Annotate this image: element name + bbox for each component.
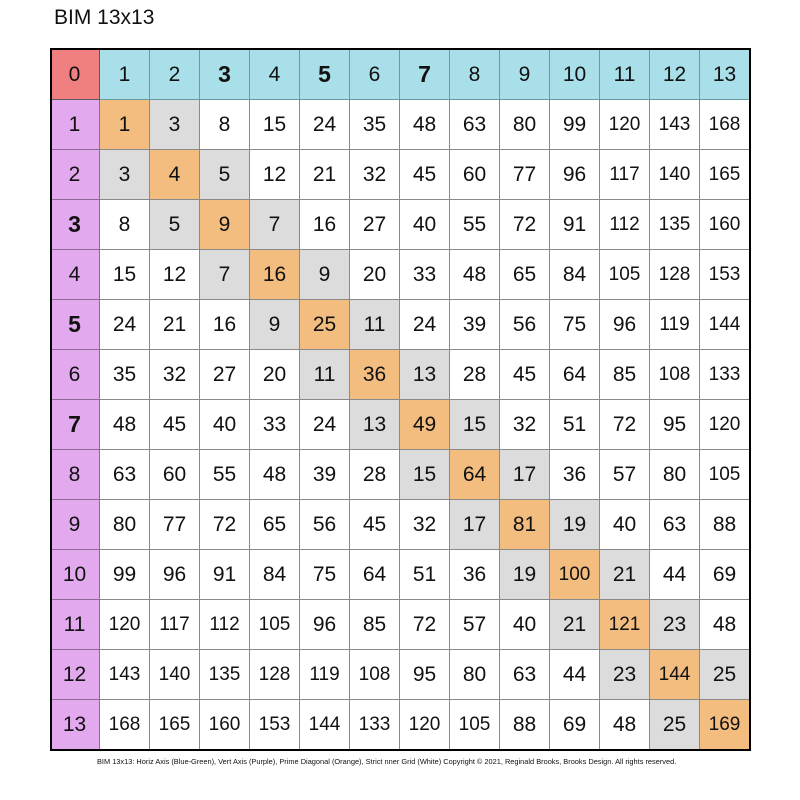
grid-cell: 63 bbox=[500, 650, 550, 700]
grid-cell: 65 bbox=[500, 250, 550, 300]
grid-cell: 72 bbox=[600, 400, 650, 450]
row-header: 13 bbox=[50, 700, 100, 750]
grid-cell: 20 bbox=[250, 350, 300, 400]
diagonal-cell: 169 bbox=[700, 700, 750, 750]
grid-cell: 24 bbox=[100, 300, 150, 350]
row-header: 8 bbox=[50, 450, 100, 500]
row-header: 4 bbox=[50, 250, 100, 300]
column-header: 3 bbox=[200, 50, 250, 100]
grid-cell: 144 bbox=[300, 700, 350, 750]
diagonal-cell: 4 bbox=[150, 150, 200, 200]
grid-cell: 19 bbox=[500, 550, 550, 600]
grid-cell: 95 bbox=[400, 650, 450, 700]
grid-cell: 28 bbox=[450, 350, 500, 400]
grid-cell: 24 bbox=[400, 300, 450, 350]
grid-cell: 135 bbox=[650, 200, 700, 250]
grid-cell: 105 bbox=[450, 700, 500, 750]
grid-cell: 48 bbox=[250, 450, 300, 500]
grid-cell: 64 bbox=[550, 350, 600, 400]
diagonal-cell: 16 bbox=[250, 250, 300, 300]
grid-cell: 105 bbox=[600, 250, 650, 300]
row-header: 10 bbox=[50, 550, 100, 600]
column-header: 5 bbox=[300, 50, 350, 100]
grid-cell: 21 bbox=[300, 150, 350, 200]
row-header: 2 bbox=[50, 150, 100, 200]
grid-cell: 135 bbox=[200, 650, 250, 700]
diagonal-cell: 49 bbox=[400, 400, 450, 450]
grid-cell: 11 bbox=[300, 350, 350, 400]
grid-cell: 12 bbox=[250, 150, 300, 200]
grid-cell: 117 bbox=[600, 150, 650, 200]
grid-cell: 133 bbox=[350, 700, 400, 750]
diagonal-cell: 81 bbox=[500, 500, 550, 550]
grid-cell: 80 bbox=[650, 450, 700, 500]
row-header: 1 bbox=[50, 100, 100, 150]
grid-cell: 99 bbox=[100, 550, 150, 600]
grid-cell: 16 bbox=[200, 300, 250, 350]
grid-cell: 69 bbox=[700, 550, 750, 600]
grid-cell: 105 bbox=[700, 450, 750, 500]
grid-cell: 99 bbox=[550, 100, 600, 150]
row-header: 3 bbox=[50, 200, 100, 250]
grid-cell: 64 bbox=[350, 550, 400, 600]
grid-cell: 91 bbox=[200, 550, 250, 600]
diagonal-cell: 1 bbox=[100, 100, 150, 150]
grid-cell: 165 bbox=[150, 700, 200, 750]
column-header: 11 bbox=[600, 50, 650, 100]
grid-cell: 51 bbox=[550, 400, 600, 450]
grid-cell: 7 bbox=[200, 250, 250, 300]
grid-cell: 13 bbox=[350, 400, 400, 450]
grid-cell: 63 bbox=[100, 450, 150, 500]
row-header: 6 bbox=[50, 350, 100, 400]
grid-cell: 7 bbox=[250, 200, 300, 250]
grid-cell: 140 bbox=[650, 150, 700, 200]
grid-cell: 23 bbox=[600, 650, 650, 700]
row-header: 7 bbox=[50, 400, 100, 450]
grid-cell: 24 bbox=[300, 400, 350, 450]
grid-cell: 36 bbox=[550, 450, 600, 500]
diagonal-cell: 36 bbox=[350, 350, 400, 400]
grid-cell: 105 bbox=[250, 600, 300, 650]
grid-cell: 9 bbox=[300, 250, 350, 300]
grid-cell: 3 bbox=[150, 100, 200, 150]
grid-cell: 9 bbox=[250, 300, 300, 350]
grid-cell: 112 bbox=[200, 600, 250, 650]
grid-cell: 56 bbox=[500, 300, 550, 350]
grid-cell: 35 bbox=[100, 350, 150, 400]
row-header: 11 bbox=[50, 600, 100, 650]
corner-cell: 0 bbox=[50, 50, 100, 100]
grid-cell: 28 bbox=[350, 450, 400, 500]
row-header: 5 bbox=[50, 300, 100, 350]
grid-cell: 160 bbox=[200, 700, 250, 750]
grid-cell: 8 bbox=[200, 100, 250, 150]
grid-cell: 80 bbox=[100, 500, 150, 550]
grid-cell: 140 bbox=[150, 650, 200, 700]
grid-cell: 112 bbox=[600, 200, 650, 250]
grid-cell: 13 bbox=[400, 350, 450, 400]
grid-cell: 77 bbox=[500, 150, 550, 200]
grid-cell: 16 bbox=[300, 200, 350, 250]
grid-cell: 72 bbox=[200, 500, 250, 550]
column-header: 1 bbox=[100, 50, 150, 100]
grid-cell: 8 bbox=[100, 200, 150, 250]
grid-cell: 72 bbox=[400, 600, 450, 650]
grid-cell: 15 bbox=[400, 450, 450, 500]
column-header: 13 bbox=[700, 50, 750, 100]
grid-cell: 25 bbox=[650, 700, 700, 750]
grid-frame bbox=[50, 48, 751, 751]
grid-cell: 3 bbox=[100, 150, 150, 200]
grid-cell: 75 bbox=[300, 550, 350, 600]
grid-cell: 40 bbox=[500, 600, 550, 650]
grid-cell: 33 bbox=[400, 250, 450, 300]
grid-cell: 128 bbox=[250, 650, 300, 700]
grid-cell: 65 bbox=[250, 500, 300, 550]
grid-cell: 96 bbox=[150, 550, 200, 600]
grid-cell: 60 bbox=[450, 150, 500, 200]
row-header: 12 bbox=[50, 650, 100, 700]
grid-cell: 55 bbox=[450, 200, 500, 250]
grid-cell: 15 bbox=[100, 250, 150, 300]
column-header: 2 bbox=[150, 50, 200, 100]
grid-cell: 63 bbox=[650, 500, 700, 550]
column-header: 4 bbox=[250, 50, 300, 100]
grid-cell: 20 bbox=[350, 250, 400, 300]
grid-cell: 17 bbox=[500, 450, 550, 500]
grid-cell: 77 bbox=[150, 500, 200, 550]
grid-cell: 96 bbox=[600, 300, 650, 350]
grid-cell: 56 bbox=[300, 500, 350, 550]
grid-cell: 23 bbox=[650, 600, 700, 650]
grid-cell: 60 bbox=[150, 450, 200, 500]
grid-cell: 120 bbox=[400, 700, 450, 750]
grid-cell: 32 bbox=[400, 500, 450, 550]
grid-cell: 119 bbox=[300, 650, 350, 700]
grid-cell: 27 bbox=[200, 350, 250, 400]
grid-cell: 95 bbox=[650, 400, 700, 450]
grid-cell: 69 bbox=[550, 700, 600, 750]
grid-cell: 85 bbox=[600, 350, 650, 400]
grid-cell: 11 bbox=[350, 300, 400, 350]
grid-cell: 165 bbox=[700, 150, 750, 200]
grid-cell: 21 bbox=[600, 550, 650, 600]
grid-cell: 153 bbox=[700, 250, 750, 300]
grid-cell: 168 bbox=[100, 700, 150, 750]
grid-cell: 15 bbox=[450, 400, 500, 450]
grid-cell: 84 bbox=[250, 550, 300, 600]
diagonal-cell: 100 bbox=[550, 550, 600, 600]
grid-cell: 96 bbox=[550, 150, 600, 200]
grid-cell: 17 bbox=[450, 500, 500, 550]
grid-cell: 44 bbox=[550, 650, 600, 700]
diagonal-cell: 144 bbox=[650, 650, 700, 700]
grid-cell: 21 bbox=[550, 600, 600, 650]
grid-cell: 15 bbox=[250, 100, 300, 150]
column-header: 7 bbox=[400, 50, 450, 100]
footer-caption: BIM 13x13: Horiz Axis (Blue-Green), Vert Axis (Purple), Prime Diagonal (Orange), Strict nner Grid (White) Copyright © 2021, Reginald Brooks, Brooks Design. All rights reserved. bbox=[97, 757, 677, 766]
diagonal-cell: 25 bbox=[300, 300, 350, 350]
grid-cell: 88 bbox=[500, 700, 550, 750]
grid-cell: 120 bbox=[100, 600, 150, 650]
grid-cell: 51 bbox=[400, 550, 450, 600]
grid-cell: 117 bbox=[150, 600, 200, 650]
column-header: 6 bbox=[350, 50, 400, 100]
grid-cell: 33 bbox=[250, 400, 300, 450]
column-header: 12 bbox=[650, 50, 700, 100]
grid-cell: 32 bbox=[150, 350, 200, 400]
page-title: BIM 13x13 bbox=[54, 6, 155, 29]
grid-cell: 45 bbox=[350, 500, 400, 550]
grid-cell: 48 bbox=[100, 400, 150, 450]
grid-cell: 25 bbox=[700, 650, 750, 700]
grid-cell: 143 bbox=[650, 100, 700, 150]
grid-cell: 143 bbox=[100, 650, 150, 700]
column-header: 10 bbox=[550, 50, 600, 100]
grid-cell: 40 bbox=[400, 200, 450, 250]
grid-cell: 45 bbox=[400, 150, 450, 200]
grid-cell: 119 bbox=[650, 300, 700, 350]
grid-cell: 88 bbox=[700, 500, 750, 550]
grid-cell: 5 bbox=[200, 150, 250, 200]
grid-cell: 120 bbox=[700, 400, 750, 450]
grid-cell: 32 bbox=[500, 400, 550, 450]
grid-cell: 45 bbox=[500, 350, 550, 400]
grid-cell: 75 bbox=[550, 300, 600, 350]
grid-cell: 35 bbox=[350, 100, 400, 150]
grid-cell: 168 bbox=[700, 100, 750, 150]
grid-cell: 108 bbox=[650, 350, 700, 400]
grid-cell: 5 bbox=[150, 200, 200, 250]
grid-cell: 63 bbox=[450, 100, 500, 150]
grid-cell: 39 bbox=[300, 450, 350, 500]
grid-cell: 80 bbox=[450, 650, 500, 700]
grid-cell: 80 bbox=[500, 100, 550, 150]
grid-cell: 27 bbox=[350, 200, 400, 250]
column-header: 8 bbox=[450, 50, 500, 100]
grid-cell: 48 bbox=[700, 600, 750, 650]
diagonal-cell: 121 bbox=[600, 600, 650, 650]
grid-cell: 120 bbox=[600, 100, 650, 150]
grid-cell: 32 bbox=[350, 150, 400, 200]
grid-cell: 45 bbox=[150, 400, 200, 450]
column-header: 9 bbox=[500, 50, 550, 100]
grid-cell: 40 bbox=[200, 400, 250, 450]
diagonal-cell: 9 bbox=[200, 200, 250, 250]
grid-cell: 84 bbox=[550, 250, 600, 300]
grid-cell: 133 bbox=[700, 350, 750, 400]
grid-cell: 48 bbox=[600, 700, 650, 750]
grid-cell: 153 bbox=[250, 700, 300, 750]
grid-cell: 96 bbox=[300, 600, 350, 650]
row-header: 9 bbox=[50, 500, 100, 550]
grid-cell: 144 bbox=[700, 300, 750, 350]
grid-cell: 44 bbox=[650, 550, 700, 600]
diagonal-cell: 64 bbox=[450, 450, 500, 500]
grid-cell: 24 bbox=[300, 100, 350, 150]
grid-cell: 40 bbox=[600, 500, 650, 550]
grid-cell: 85 bbox=[350, 600, 400, 650]
grid-cell: 39 bbox=[450, 300, 500, 350]
grid-cell: 55 bbox=[200, 450, 250, 500]
grid-cell: 72 bbox=[500, 200, 550, 250]
grid-cell: 57 bbox=[450, 600, 500, 650]
grid-cell: 36 bbox=[450, 550, 500, 600]
grid-cell: 48 bbox=[450, 250, 500, 300]
grid-cell: 91 bbox=[550, 200, 600, 250]
grid-cell: 160 bbox=[700, 200, 750, 250]
grid-cell: 19 bbox=[550, 500, 600, 550]
grid-cell: 128 bbox=[650, 250, 700, 300]
grid-cell: 21 bbox=[150, 300, 200, 350]
grid-cell: 12 bbox=[150, 250, 200, 300]
grid-cell: 108 bbox=[350, 650, 400, 700]
grid-cell: 48 bbox=[400, 100, 450, 150]
grid-cell: 57 bbox=[600, 450, 650, 500]
